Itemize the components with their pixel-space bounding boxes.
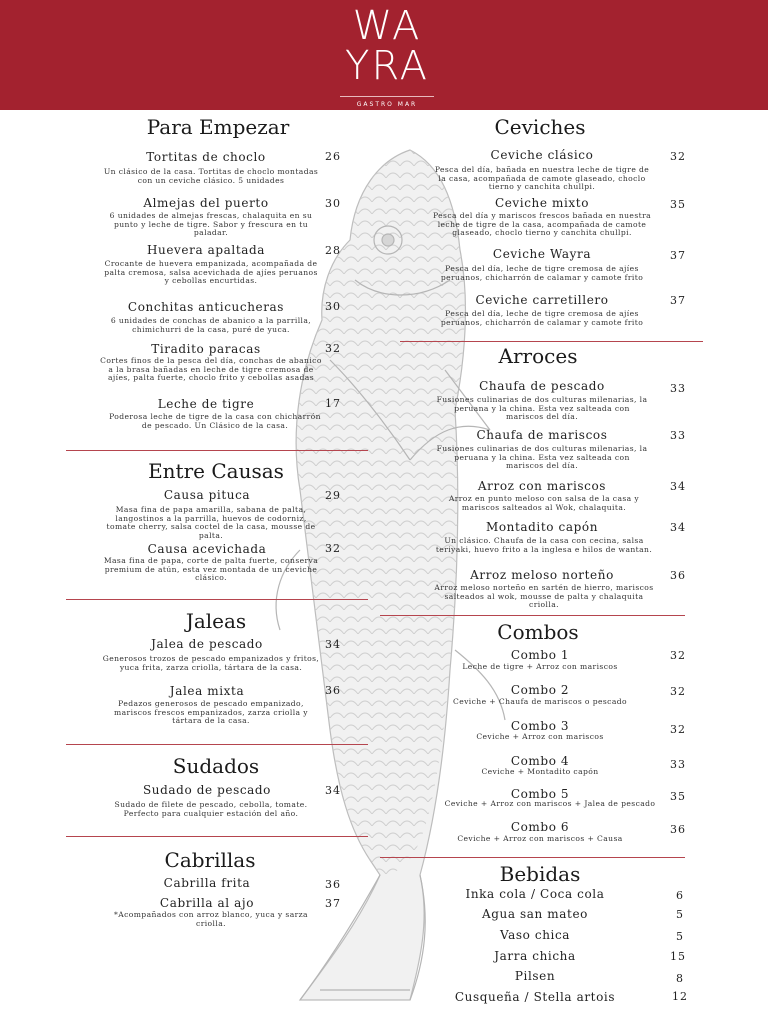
item-description: Fusiones culinarias de dos culturas milenarias, la peruana y la china. Esta vez salteada con mariscos del día. xyxy=(436,395,648,422)
item-name: Ceviche clásico xyxy=(490,148,594,162)
item-price: 34 xyxy=(670,480,686,493)
item-description: Pesca del día, bañada en nuestra leche de tigre de la casa, acompañada de camote glaseado, choclo tierno y canchita chullpi. xyxy=(434,165,650,192)
item-price: 34 xyxy=(670,521,686,534)
item-name: Ceviche Wayra xyxy=(492,247,592,261)
section-divider xyxy=(66,450,368,451)
item-description: Ceviche + Arroz con mariscos xyxy=(476,732,604,741)
item-name: Jalea de pescado xyxy=(151,637,263,651)
item-name: Chaufa de mariscos xyxy=(476,428,608,442)
item-description: Leche de tigre + Arroz con mariscos xyxy=(462,662,618,671)
item-price: 26 xyxy=(325,150,341,163)
item-description: Masa fina de papa, corte de palta fuerte, conserva premium de atún, esta vez montada de un ceviche clásico. xyxy=(103,556,319,583)
item-name: Ceviche carretillero xyxy=(475,293,609,307)
header-banner xyxy=(0,0,768,110)
item-name: Jalea mixta xyxy=(169,684,245,698)
item-description: Pesca del día y mariscos frescos bañada en nuestra leche de tigre de la casa, acompañada de camote glaseado, choclo tierno y canchita chullpi. xyxy=(432,211,652,238)
item-name: Combo 1 xyxy=(510,648,570,662)
item-description: Ceviche + Montadito capón xyxy=(481,767,599,776)
section-title-jaleas: Jaleas xyxy=(185,609,247,633)
brand-logo xyxy=(334,3,440,108)
logo-divider xyxy=(340,96,434,97)
item-description: Un clásico. Chaufa de la casa con cecina, salsa teriyaki, huevo frito a la inglesa e hilos de wantan. xyxy=(435,536,653,554)
item-price: 32 xyxy=(670,649,686,662)
section-divider xyxy=(380,615,685,616)
item-description: Sudado de filete de pescado, cebolla, tomate. Perfecto para cualquier estación del año. xyxy=(114,800,308,818)
item-price: 30 xyxy=(325,197,341,210)
item-name: Sudado de pescado xyxy=(142,783,272,797)
item-price: 32 xyxy=(670,685,686,698)
item-price: 32 xyxy=(325,342,341,355)
item-price: 12 xyxy=(672,990,688,1003)
item-price: 36 xyxy=(670,569,686,582)
section-title-ceviches: Ceviches xyxy=(494,115,586,139)
item-price: 33 xyxy=(670,758,686,771)
item-description: Cortes finos de la pesca del día, conchas de abanico a la brasa bañadas en leche de tigre cremosa de ajíes, palta fuerte, choclo frito y cebollas asadas xyxy=(100,356,322,383)
section-divider xyxy=(66,836,368,837)
section-divider xyxy=(66,599,368,600)
item-price: 29 xyxy=(325,489,341,502)
item-price: 35 xyxy=(670,790,686,803)
item-price: 34 xyxy=(325,638,341,651)
item-description: Un clásico de la casa. Tortitas de choclo montadas con un ceviche clásico. 5 unidades xyxy=(103,167,319,185)
item-name: Combo 5 xyxy=(510,787,570,801)
item-price: 32 xyxy=(325,542,341,555)
item-name: Huevera apaltada xyxy=(146,243,266,257)
item-description: Fusiones culinarias de dos culturas milenarias, la peruana y la china. Esta vez salteada con mariscos del día. xyxy=(436,444,648,471)
item-name: Pilsen xyxy=(514,969,556,983)
item-note: *Acompañados con arroz blanco, yuca y sarza criolla. xyxy=(114,910,308,928)
item-name: Combo 3 xyxy=(510,719,570,733)
item-price: 32 xyxy=(670,723,686,736)
item-description: Masa fina de papa amarilla, sabana de palta, langostinos a la parrilla, huevos de codorniz, tomate cherry, salsa coctel de la casa, mousse de palta. xyxy=(106,505,316,540)
item-price: 8 xyxy=(676,972,684,985)
section-divider xyxy=(66,744,368,745)
item-name: Cabrilla frita xyxy=(163,876,251,890)
item-name: Vaso chica xyxy=(499,928,571,942)
section-title-entre-causas: Entre Causas xyxy=(148,459,284,483)
item-name: Almejas del puerto xyxy=(143,196,269,210)
section-title-cabrillas: Cabrillas xyxy=(164,848,256,872)
item-price: 36 xyxy=(325,684,341,697)
item-price: 33 xyxy=(670,429,686,442)
item-price: 5 xyxy=(676,908,684,921)
item-price: 36 xyxy=(325,878,341,891)
item-description: Crocante de huevera empanizada, acompañada de palta cremosa, salsa acevichada de ajíes peruanos y cebollas encurtidas. xyxy=(104,259,318,286)
item-description: Ceviche + Arroz con mariscos + Causa xyxy=(457,834,623,843)
item-price: 17 xyxy=(325,397,341,410)
item-name: Ceviche mixto xyxy=(494,196,590,210)
item-name: Agua san mateo xyxy=(482,907,588,921)
item-price: 15 xyxy=(670,950,686,963)
item-name: Combo 4 xyxy=(510,754,570,768)
section-title-para-empezar: Para Empezar xyxy=(146,115,290,139)
section-title-arroces: Arroces xyxy=(498,344,578,368)
item-name: Arroz meloso norteño xyxy=(470,568,614,582)
item-price: 35 xyxy=(670,198,686,211)
item-price: 37 xyxy=(670,249,686,262)
item-price: 33 xyxy=(670,382,686,395)
item-description: Pesca del día, leche de tigre cremosa de ajíes peruanos, chicharrón de calamar y camote frito xyxy=(440,264,644,282)
item-name: Chaufa de pescado xyxy=(479,379,605,393)
item-price: 36 xyxy=(670,823,686,836)
item-description: Pesca del día, leche de tigre cremosa de ajíes peruanos, chicharrón de calamar y camote frito xyxy=(440,309,644,327)
item-name: Arroz con mariscos xyxy=(477,479,607,493)
logo-line-2: YRA xyxy=(345,43,429,89)
item-name: Combo 6 xyxy=(510,820,570,834)
item-name: Tortitas de choclo xyxy=(146,150,266,164)
item-price: 6 xyxy=(676,889,684,902)
section-divider xyxy=(400,341,703,342)
item-description: Ceviche + Chaufa de mariscos o pescado xyxy=(453,697,627,706)
item-price: 28 xyxy=(325,244,341,257)
item-name: Conchitas anticucheras xyxy=(127,300,285,314)
logo-line-1: WA xyxy=(352,3,422,49)
item-description: Arroz en punto meloso con salsa de la casa y mariscos salteados al Wok, chalaquita. xyxy=(448,494,640,512)
section-title-bebidas: Bebidas xyxy=(499,862,581,886)
section-title-sudados: Sudados xyxy=(172,754,260,778)
item-name: Causa pituca xyxy=(163,488,251,502)
item-description: Poderosa leche de tigre de la casa con chicharrón de pescado. Un Clásico de la casa. xyxy=(109,412,321,430)
item-name: Inka cola / Coca cola xyxy=(465,887,605,901)
item-description: 6 unidades de almejas frescas, chalaquita en su punto y leche de tigre. Sabor y frescura en tu paladar. xyxy=(109,211,313,238)
item-description: Generosos trozos de pescado empanizados y fritos, yuca frita, zarza criolla, tártara de la casa. xyxy=(102,654,320,672)
item-name: Leche de tigre xyxy=(157,397,255,411)
item-name: Combo 2 xyxy=(510,683,570,697)
item-description: Arroz meloso norteño en sartén de hierro, mariscos salteados al wok, mousse de palta y chalaquita criolla. xyxy=(434,583,654,610)
item-description: 6 unidades de conchas de abanico a la parrilla, chimichurri de la casa, puré de yuca. xyxy=(110,316,312,334)
item-price: 37 xyxy=(670,294,686,307)
item-name: Tiradito paracas xyxy=(151,342,261,356)
section-title-combos: Combos xyxy=(497,620,579,644)
item-price: 34 xyxy=(325,784,341,797)
item-price: 5 xyxy=(676,930,684,943)
item-price: 30 xyxy=(325,300,341,313)
item-description: Pedazos generosos de pescado empanizado, mariscos frescos empanizados, zarza criolla y tártara de la casa. xyxy=(114,699,308,726)
logo-subtitle: GASTRO MAR xyxy=(356,101,418,108)
item-name: Jarra chicha xyxy=(494,949,576,963)
item-price: 32 xyxy=(670,150,686,163)
item-name: Cabrilla al ajo xyxy=(159,896,255,910)
section-divider xyxy=(380,857,685,858)
item-name: Causa acevichada xyxy=(147,542,267,556)
item-price: 37 xyxy=(325,897,341,910)
item-name: Montadito capón xyxy=(485,520,599,534)
item-name: Cusqueña / Stella artois xyxy=(454,990,616,1004)
item-description: Ceviche + Arroz con mariscos + Jalea de pescado xyxy=(444,799,656,808)
